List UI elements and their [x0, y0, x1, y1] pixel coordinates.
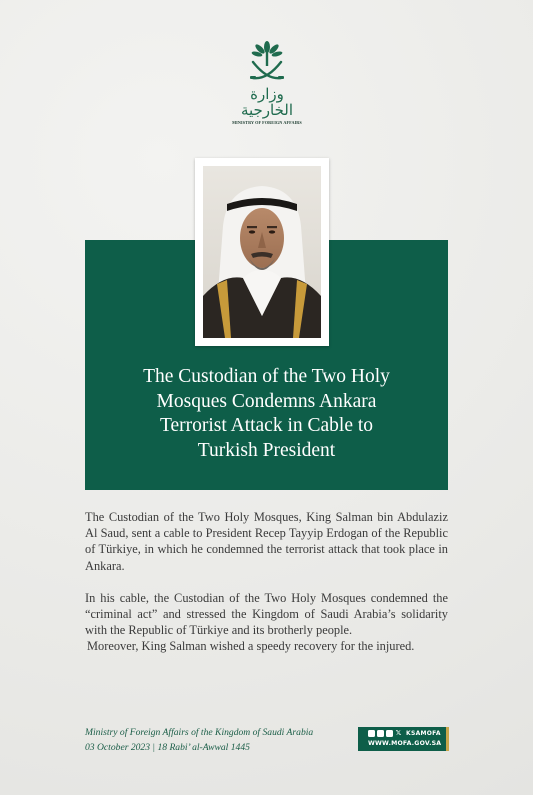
ministry-logo: [226, 40, 308, 125]
headline-line: Mosques Condemns Ankara: [156, 390, 377, 412]
paragraph-3: Moreover, King Salman wished a speedy recovery for the injured.: [87, 639, 415, 654]
x-icon[interactable]: 𝕏: [395, 729, 402, 737]
headline: [95, 365, 438, 463]
headline-line: Terrorist Attack in Cable to: [159, 415, 374, 436]
social-handle[interactable]: KSAMOFA: [406, 730, 441, 737]
date-line: 03 October 2023 | 18 Rabi’ al-Awwal 1445: [85, 742, 250, 753]
headline-line: Turkish President: [197, 439, 336, 461]
facebook-icon[interactable]: [377, 730, 384, 737]
source-line: Ministry of Foreign Affairs of the Kingdom of Saudi Arabia: [85, 727, 314, 738]
article-body: [85, 509, 448, 655]
paragraph-1: The Custodian of the Two Holy Mosques, King Salman bin Abdulaziz Al Saud, sent a cable to President Recep Tayyip Erdogan of the Republic of Türkiye, in which he condemned the terrorist attack that took place in Ankara.: [85, 510, 448, 573]
headline-line: The Custodian of the Two Holy: [143, 366, 390, 387]
website-link[interactable]: WWW.MOFA.GOV.SA: [368, 740, 442, 747]
king-portrait-image: [203, 166, 321, 338]
instagram-icon[interactable]: [386, 730, 393, 737]
youtube-icon[interactable]: [368, 730, 375, 737]
palm-and-swords-emblem: [247, 40, 287, 84]
ministry-english-name: MINISTRY OF FOREIGN AFFAIRS: [232, 120, 302, 125]
social-badge: [358, 727, 446, 751]
paragraph-2: In his cable, the Custodian of the Two Holy Mosques condemned the “criminal act” and stressed the Kingdom of Saudi Arabia’s solidarity with the Republic of Türkiye and its brotherly people.: [85, 590, 448, 638]
portrait-frame: [195, 158, 329, 346]
ministry-arabic-name: وزارة الخارجية: [240, 85, 294, 119]
gold-accent-bar: [446, 727, 449, 751]
footer-source: [85, 725, 355, 755]
